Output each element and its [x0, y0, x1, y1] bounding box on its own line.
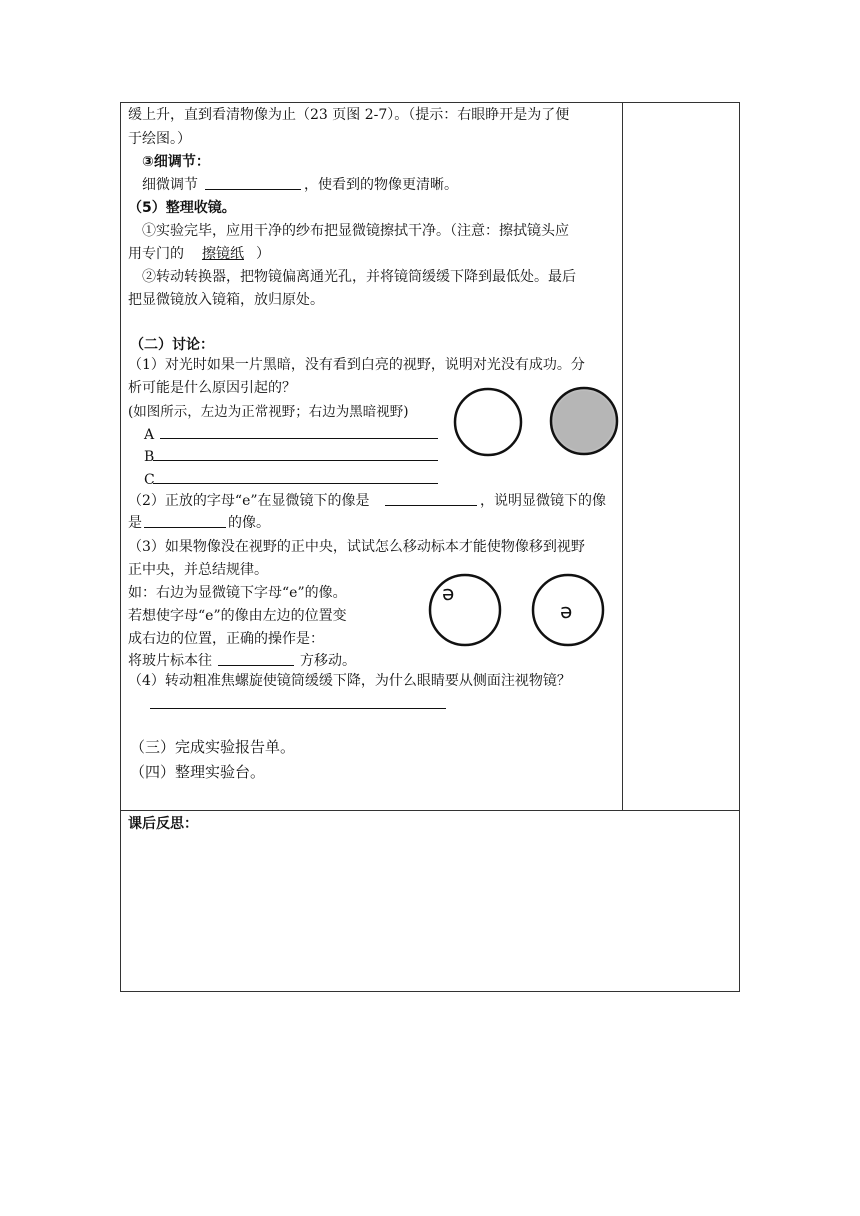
question-2-line: 的像。	[228, 515, 270, 531]
option-b-label: B	[144, 449, 155, 465]
tidy-heading: （5）整理收镜。	[128, 200, 236, 216]
text-line: ①实验完毕，应用干净的纱布把显微镜擦拭干净。（注意：擦拭镜头应	[142, 223, 569, 239]
question-3: 若想使字母“e”的像由左边的位置变	[128, 608, 347, 624]
fine-adjust-post: ，使看到的物像更清晰。	[304, 177, 458, 193]
dark-view-shade	[554, 391, 614, 451]
question-3: （3）如果物像没在视野的正中央，试试怎么移动标本才能使物像移到视野	[128, 539, 585, 555]
text-line: 于绘图。）	[128, 131, 191, 147]
text-line: 用专门的	[128, 246, 184, 262]
question-2-blank-2[interactable]	[144, 527, 226, 528]
option-a-label: A	[144, 427, 155, 443]
field-of-view-figure	[450, 386, 620, 458]
text-line: 把显微镜放入镜箱，放归原处。	[128, 292, 324, 308]
text-line: 缓上升，直到看清物像为止（23 页图 2-7）。（提示：右眼睁开是为了便	[128, 107, 570, 123]
question-3-post: 方移动。	[300, 653, 356, 669]
text-line: ）	[256, 246, 270, 262]
row-divider	[120, 810, 740, 811]
question-1-note: (如图所示，左边为正常视野；右边为黑暗视野)	[128, 404, 409, 420]
question-2-post: ，说明显微镜下的像	[480, 493, 606, 509]
question-4: （4）转动粗准焦螺旋使镜筒缓缓下降，为什么眼睛要从侧面注视物镜？	[128, 673, 571, 689]
question-2-line: 是	[128, 515, 142, 531]
letter-e-figure	[428, 574, 608, 646]
question-3-pre: 将玻片标本往	[128, 653, 212, 669]
option-c-label: C	[144, 472, 155, 488]
question-3: 如：右边为显微镜下字母“e”的像。	[128, 585, 347, 601]
column-divider	[622, 102, 623, 810]
question-1: （1）对光时如果一片黑暗，没有看到白亮的视野，说明对光没有成功。分	[128, 357, 585, 373]
left-view-circle	[430, 575, 500, 645]
question-2-pre: （2）正放的字母“e”在显微镜下的像是	[128, 493, 370, 509]
fine-adjust-heading: ③细调节：	[142, 154, 210, 170]
option-a-blank[interactable]	[160, 438, 438, 439]
fine-adjust-blank[interactable]	[205, 189, 301, 190]
wipe-paper-answer: 擦镜纸	[202, 246, 244, 262]
reflection-label: 课后反思：	[128, 816, 198, 832]
right-e-image: ə	[560, 599, 573, 623]
direction-blank[interactable]	[218, 665, 294, 666]
option-b-blank[interactable]	[153, 460, 438, 461]
option-c-blank[interactable]	[153, 483, 438, 484]
step-three: （三）完成实验报告单。	[130, 738, 296, 756]
question-3: 正中央，并总结规律。	[128, 562, 268, 578]
question-2-blank-1[interactable]	[385, 505, 477, 506]
left-e-image: ə	[442, 581, 455, 605]
fine-adjust-pre: 细微调节	[142, 177, 198, 193]
question-4-blank[interactable]	[150, 708, 446, 709]
text-line: ②转动转换器，把物镜偏离通光孔，并将镜筒缓缓下降到最低处。最后	[142, 269, 576, 285]
question-1: 析可能是什么原因引起的？	[128, 380, 296, 396]
normal-view-circle	[455, 389, 521, 455]
question-3: 成右边的位置，正确的操作是：	[128, 631, 324, 647]
discussion-heading: （二）讨论：	[130, 337, 214, 353]
step-four: （四）整理实验台。	[130, 763, 266, 781]
